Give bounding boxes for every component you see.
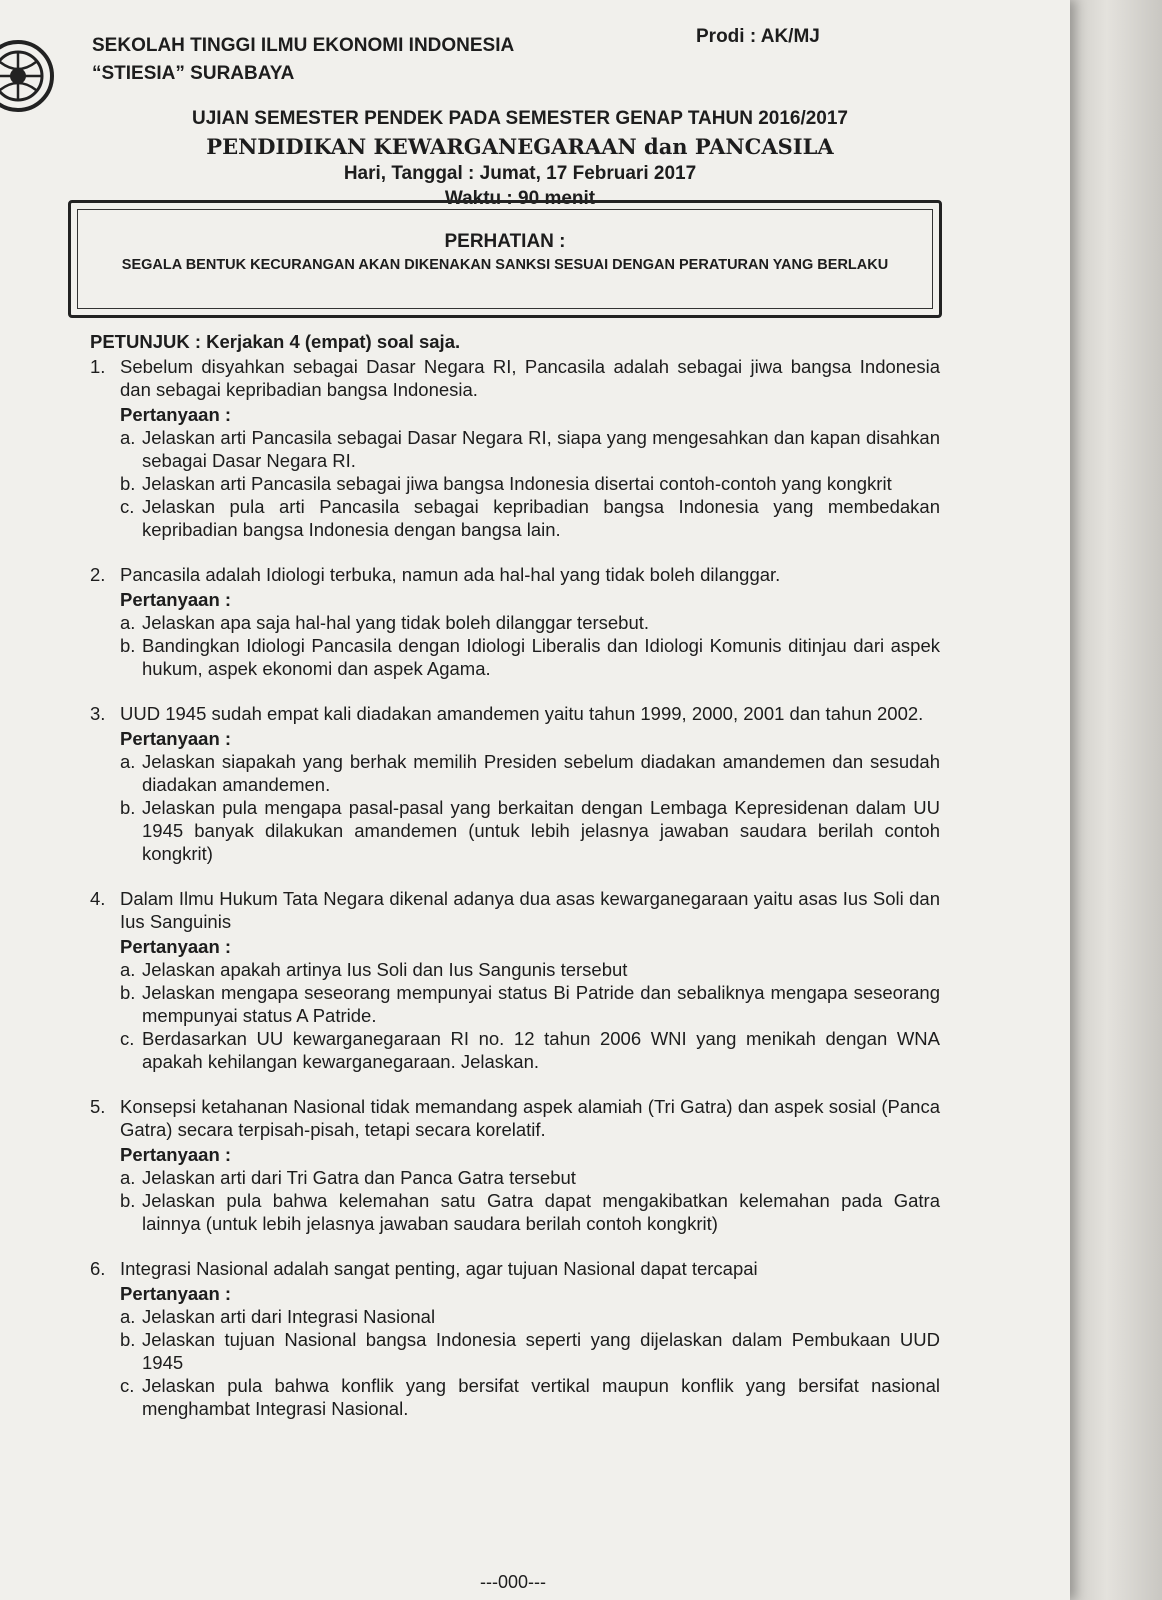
sub-question-letter: c. — [120, 1028, 135, 1049]
course-title: PENDIDIKAN KEWARGANEGARAAN dan PANCASILA — [206, 134, 834, 159]
sub-question-letter: a. — [120, 751, 136, 772]
question-3 — [90, 702, 940, 865]
sub-question — [120, 1374, 940, 1420]
question-text: UUD 1945 sudah empat kali diadakan amandemen yaitu tahun 1999, 2000, 2001 dan tahun 2002. — [120, 703, 924, 724]
question-number: 2. — [90, 564, 106, 585]
sub-question — [120, 426, 940, 472]
notice-heading: PERHATIAN : — [444, 231, 566, 252]
sub-question-letter: a. — [120, 427, 136, 448]
sub-question-letter: b. — [120, 982, 136, 1003]
question-body — [120, 702, 940, 865]
question-body — [120, 355, 940, 541]
sub-question — [120, 1305, 940, 1328]
sub-question-letter: b. — [120, 1329, 136, 1350]
question-label: Pertanyaan : — [120, 936, 232, 957]
school-logo-icon — [0, 38, 56, 114]
footer-mark: ---000--- — [480, 1572, 546, 1592]
question-body — [120, 1257, 940, 1420]
sub-question — [120, 958, 940, 981]
sub-question-text: Jelaskan apakah artinya Ius Soli dan Ius Sangunis tersebut — [142, 959, 628, 980]
notice-body: SEGALA BENTUK KECURANGAN AKAN DIKENAKAN SANKSI SESUAI DENGAN PERATURAN YANG BERLAKU — [121, 257, 889, 273]
sub-question — [120, 495, 940, 541]
sub-question-text: Jelaskan tujuan Nasional bangsa Indonesia seperti yang dijelaskan dalam Pembukaan UUD 1945 — [142, 1329, 940, 1373]
sub-question — [120, 1027, 940, 1073]
sub-question-letter: a. — [120, 612, 136, 633]
sub-question-text: Jelaskan apa saja hal-hal yang tidak boleh dilanggar tersebut. — [142, 612, 650, 633]
school-name-line2: “STIESIA” SURABAYA — [92, 63, 295, 84]
exam-title: UJIAN SEMESTER PENDEK PADA SEMESTER GENAP TAHUN 2016/2017 — [191, 108, 849, 129]
sub-question-letter: b. — [120, 797, 136, 818]
question-text: Pancasila adalah Idiologi terbuka, namun ada hal-hal yang tidak boleh dilanggar. — [120, 564, 781, 585]
question-body — [120, 887, 940, 1073]
exam-date: Hari, Tanggal : Jumat, 17 Februari 2017 — [343, 163, 697, 184]
instructions: PETUNJUK : Kerjakan 4 (empat) soal saja. — [90, 331, 461, 352]
sub-question-letter: a. — [120, 959, 136, 980]
question-1 — [90, 355, 940, 541]
question-number: 5. — [90, 1096, 106, 1117]
question-text: Konsepsi ketahanan Nasional tidak memandang aspek alamiah (Tri Gatra) dan aspek sosial (Panca Gatra) secara terpisah-pisah, tetapi secara korelatif. — [120, 1096, 940, 1140]
sub-question — [120, 1166, 940, 1189]
question-label: Pertanyaan : — [120, 404, 232, 425]
question-label: Pertanyaan : — [120, 728, 232, 749]
question-number: 3. — [90, 703, 106, 724]
sub-question-text: Jelaskan pula arti Pancasila sebagai kepribadian bangsa Indonesia yang membedakan kepribadian bangsa Indonesia dengan bangsa lain. — [142, 496, 940, 540]
question-body — [120, 1095, 940, 1235]
sub-question-letter: b. — [120, 473, 136, 494]
sub-question — [120, 750, 940, 796]
question-2 — [90, 563, 940, 680]
sub-question-text: Jelaskan pula mengapa pasal-pasal yang berkaitan dengan Lembaga Kepresidenan dalam UU 1945 banyak dilakukan amandemen (untuk lebih jelasnya jawaban saudara berilah contoh kongkrit) — [142, 797, 940, 864]
sub-question-text: Jelaskan arti dari Tri Gatra dan Panca Gatra tersebut — [142, 1167, 576, 1188]
question-4 — [90, 887, 940, 1073]
question-number: 6. — [90, 1258, 106, 1279]
sub-question — [120, 472, 940, 495]
sub-question-letter: b. — [120, 1190, 136, 1211]
sub-question-letter: a. — [120, 1167, 136, 1188]
question-text: Dalam Ilmu Hukum Tata Negara dikenal adanya dua asas kewarganegaraan yaitu asas Ius Soli dan Ius Sanguinis — [120, 888, 940, 932]
sub-question-text: Bandingkan Idiologi Pancasila dengan Idiologi Liberalis dan Idiologi Komunis ditinjau dari aspek hukum, aspek ekonomi dan aspek Agama. — [142, 635, 940, 679]
sub-question-letter: c. — [120, 496, 135, 517]
sub-question-text: Jelaskan pula bahwa konflik yang bersifat vertikal maupun konflik yang bersifat nasional menghambat Integrasi Nasional. — [142, 1375, 940, 1419]
sub-question-text: Jelaskan pula bahwa kelemahan satu Gatra dapat mengakibatkan kelemahan pada Gatra lainnya (untuk lebih jelasnya jawaban saudara berilah contoh kongkrit) — [142, 1190, 940, 1234]
exam-content — [90, 330, 940, 1420]
sub-question-letter: c. — [120, 1375, 135, 1396]
page-edge — [1070, 0, 1162, 1600]
exam-duration: Waktu : 90 menit — [444, 188, 596, 209]
sub-question-letter: a. — [120, 1306, 136, 1327]
sub-question — [120, 634, 940, 680]
school-name-line1: SEKOLAH TINGGI ILMU EKONOMI INDONESIA — [92, 35, 515, 56]
sub-question-text: Jelaskan siapakah yang berhak memilih Presiden sebelum diadakan amandemen dan sesudah diadakan amandemen. — [142, 751, 940, 795]
question-5 — [90, 1095, 940, 1235]
question-list — [90, 355, 940, 1420]
question-text: Integrasi Nasional adalah sangat penting, agar tujuan Nasional dapat tercapai — [120, 1258, 758, 1279]
question-text: Sebelum disyahkan sebagai Dasar Negara RI, Pancasila adalah sebagai jiwa bangsa Indonesia dan sebagai kepribadian bangsa Indonesia. — [120, 356, 940, 400]
question-label: Pertanyaan : — [120, 1144, 232, 1165]
sub-question — [120, 1189, 940, 1235]
sub-question-text: Jelaskan arti Pancasila sebagai Dasar Negara RI, siapa yang mengesahkan dan kapan disahkan sebagai Dasar Negara RI. — [142, 427, 940, 471]
sub-question — [120, 796, 940, 865]
sub-question-text: Berdasarkan UU kewarganegaraan RI no. 12 tahun 2006 WNI yang menikah dengan WNA apakah kehilangan kewarganegaraan. Jelaskan. — [142, 1028, 940, 1072]
sub-question — [120, 1328, 940, 1374]
school-name — [92, 32, 514, 88]
sub-question — [120, 981, 940, 1027]
program-label: Prodi : AK/MJ — [696, 26, 820, 47]
sub-question-letter: b. — [120, 635, 136, 656]
sub-question-text: Jelaskan arti Pancasila sebagai jiwa bangsa Indonesia disertai contoh-contoh yang kongkrit — [142, 473, 892, 494]
question-label: Pertanyaan : — [120, 1283, 232, 1304]
question-body — [120, 563, 940, 680]
sub-question — [120, 611, 940, 634]
sub-question-text: Jelaskan arti dari Integrasi Nasional — [142, 1306, 436, 1327]
question-number: 1. — [90, 356, 106, 377]
question-label: Pertanyaan : — [120, 589, 232, 610]
notice-box — [68, 200, 942, 318]
question-number: 4. — [90, 888, 106, 909]
sub-question-text: Jelaskan mengapa seseorang mempunyai status Bi Patride dan sebaliknya mengapa seseorang mempunyai status A Patride. — [142, 982, 940, 1026]
question-6 — [90, 1257, 940, 1420]
